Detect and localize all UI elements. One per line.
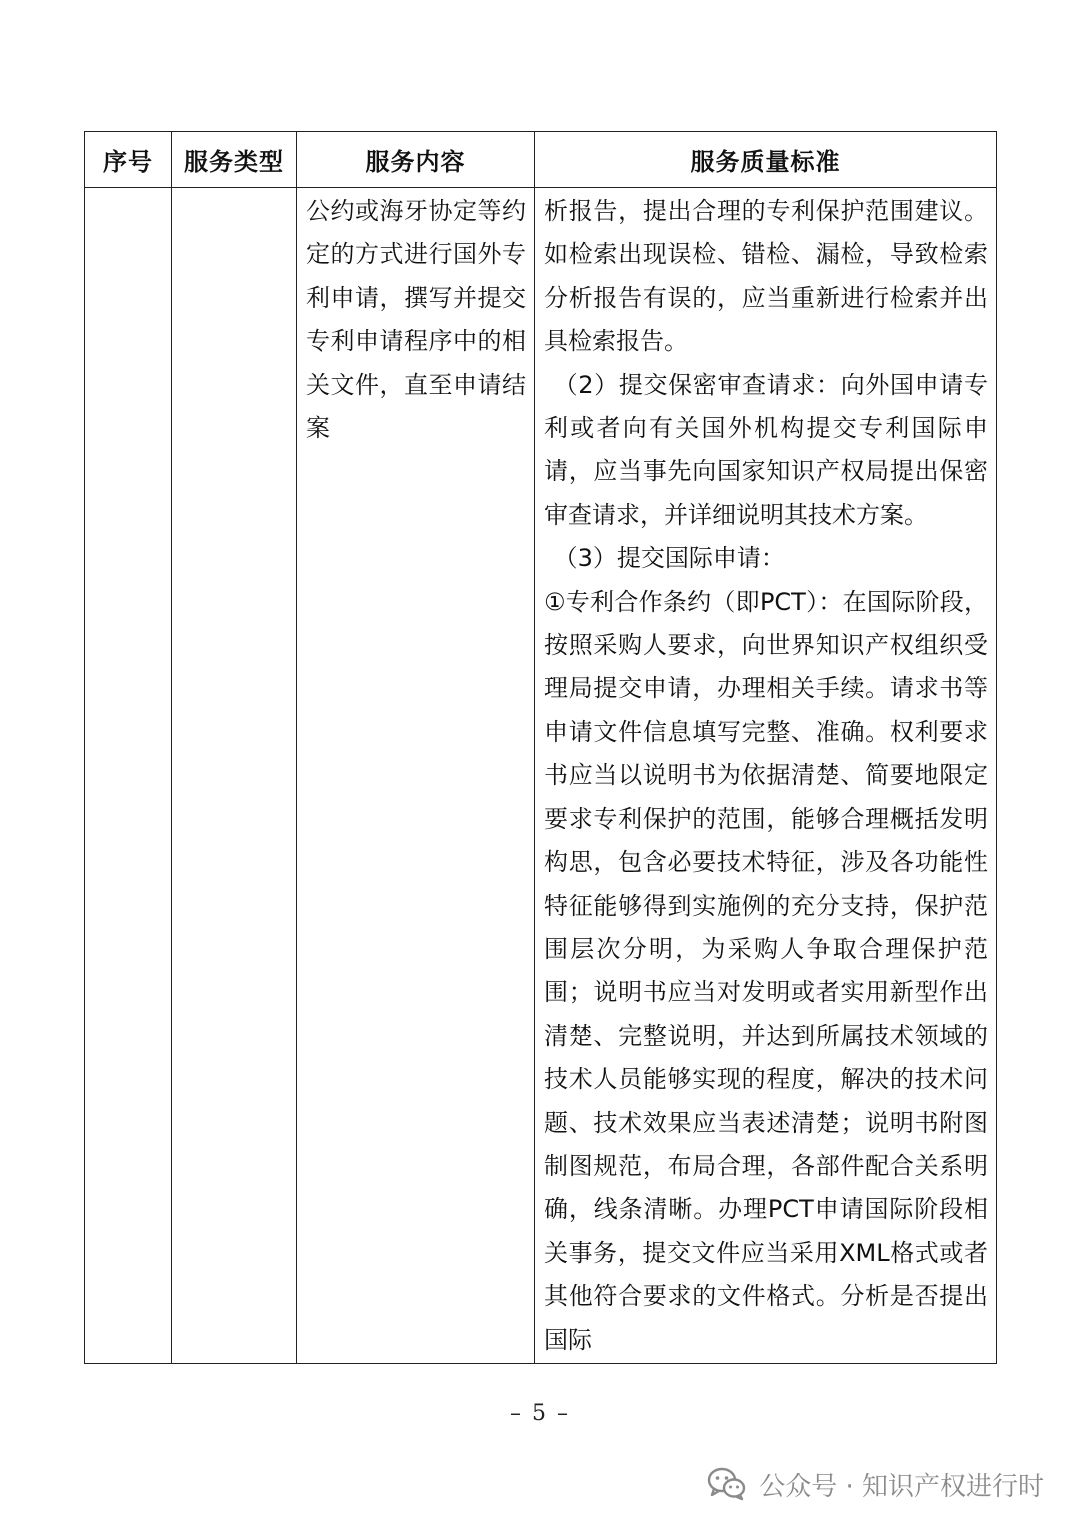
service-content-text: 公约或海牙协定等约定的方式进行国外专利申请，撰写并提交专利申请程序中的相关文件，直至申请结案: [306, 197, 526, 443]
cell-seq: [85, 188, 172, 1364]
quality-standard-text: [535, 188, 996, 1362]
header-quality-standard: 服务质量标准: [535, 132, 997, 188]
table-header-row: [85, 132, 997, 188]
page-number: – 5 –: [510, 1401, 570, 1426]
wechat-icon: [707, 1467, 747, 1501]
cell-service-type: [172, 188, 297, 1364]
service-standard-table: [84, 131, 997, 1364]
standard-paragraph-4: ①专利合作条约（即PCT）：在国际阶段，按照采购人要求，向世界知识产权组织受理局提交申请，办理相关手续。请求书等申请文件信息填写完整、准确。权利要求书应当以说明书为依据清楚、简要地限定要求专利保护的范围，能够合理概括发明构思，包含必要技术特征，涉及各功能性特征能够得到实施例的充分支持，保护范围层次分明，为采购人争取合理保护范围；说明书应当对发明或者实用新型作出清楚、完整说明，并达到所属技术领域的技术人员能够实现的程度，解决的技术问题、技术效果应当表述清楚；说明书附图制图规范，布局合理，各部件配合关系明确，线条清晰。办理PCT申请国际阶段相关事务，提交文件应当采用XML格式或者其他符合要求的文件格式。分析是否提出国际: [544, 587, 988, 1354]
wechat-watermark: [707, 1460, 1044, 1508]
header-service-type: 服务类型: [172, 132, 297, 188]
standard-paragraph-2: （2）提交保密审查请求：向外国申请专利或者向有关国外机构提交专利国际申请，应当事先向国家知识产权局提出保密审查请求，并详细说明其技术方案。: [544, 370, 988, 529]
cell-service-content: [297, 188, 535, 1364]
header-seq: 序号: [85, 132, 172, 188]
standard-paragraph-3: （3）提交国际申请：: [553, 544, 785, 573]
header-service-content: 服务内容: [297, 132, 535, 188]
watermark-text: 公众号 · 知识产权进行时: [759, 1471, 1044, 1502]
cell-quality-standard: [535, 188, 997, 1364]
table-row: [85, 188, 997, 1364]
standard-paragraph-1: 析报告，提出合理的专利保护范围建议。如检索出现误检、错检、漏检，导致检索分析报告有误的，应当重新进行检索并出具检索报告。: [544, 197, 988, 356]
